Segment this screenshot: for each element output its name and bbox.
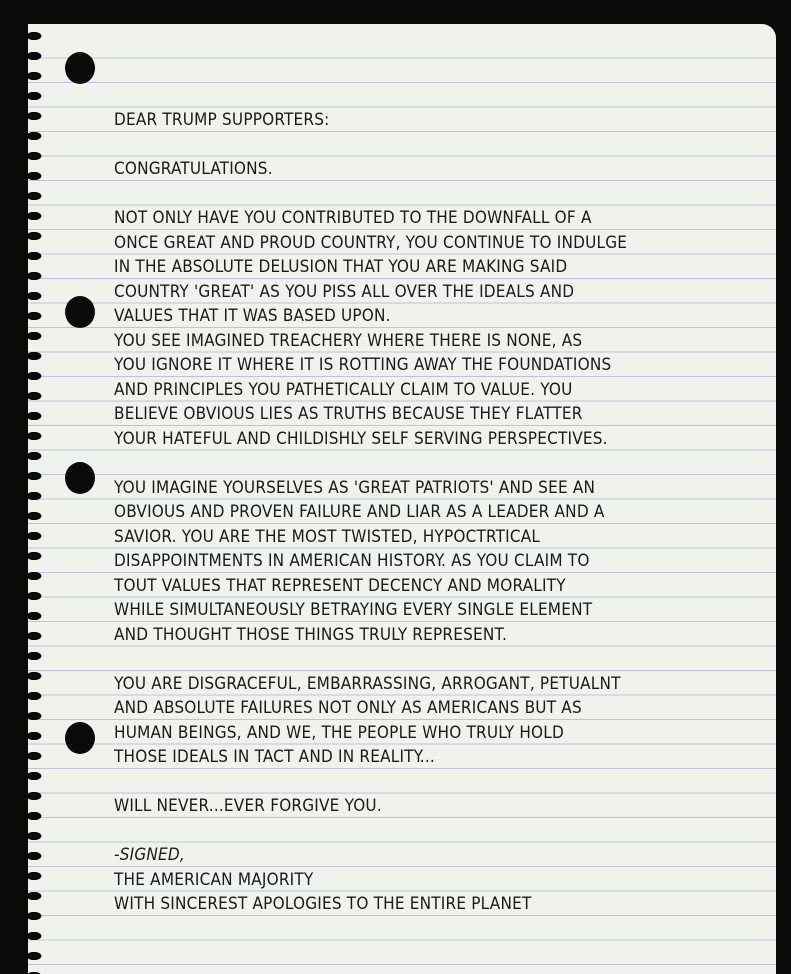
text-line: IN THE ABSOLUTE DELUSION THAT YOU ARE MAKING SAID — [114, 257, 568, 277]
notebook-paper — [20, 24, 776, 974]
postscript: WITH SINCEREST APOLOGIES TO THE ENTIRE PLANET — [114, 894, 532, 914]
text-line: AND ABSOLUTE FAILURES NOT ONLY AS AMERICANS BUT AS — [114, 698, 582, 718]
text-line: THOSE IDEALS IN TACT AND IN REALITY... — [114, 747, 435, 767]
punch-hole — [65, 462, 95, 494]
paragraph-3 — [114, 672, 769, 770]
punch-hole — [65, 722, 95, 754]
text-line: AND THOUGHT THOSE THINGS TRULY REPRESENT. — [114, 624, 508, 645]
paragraph-1 — [114, 206, 769, 451]
closing-line: WILL NEVER...EVER FORGIVE YOU. — [114, 796, 382, 816]
letter-body — [114, 108, 769, 917]
text-line: VALUES THAT IT WAS BASED UPON. — [114, 306, 391, 326]
text-line: ONCE GREAT AND PROUD COUNTRY, YOU CONTINUE TO INDULGE — [114, 232, 628, 253]
text-line: YOUR HATEFUL AND CHILDISHLY SELF SERVING PERSPECTIVES. — [114, 428, 608, 449]
spiral-tear-marks — [20, 24, 60, 974]
text-line: YOU IMAGINE YOURSELVES AS 'GREAT PATRIOTS' AND SEE AN — [114, 477, 596, 498]
signature: THE AMERICAN MAJORITY — [114, 869, 314, 890]
text-line: SAVIOR. YOU ARE THE MOST TWISTED, HYPOCTRTICAL — [114, 526, 541, 547]
text-line: YOU ARE DISGRACEFUL, EMBARRASSING, ARROGANT, PETUALNT — [114, 673, 621, 694]
text-line: NOT ONLY HAVE YOU CONTRIBUTED TO THE DOWNFALL OF A — [114, 208, 592, 228]
text-line: OBVIOUS AND PROVEN FAILURE AND LIAR AS A LEADER AND A — [114, 502, 605, 522]
text-line: AND PRINCIPLES YOU PATHETICALLY CLAIM TO VALUE. YOU — [114, 379, 573, 400]
text-line: YOU SEE IMAGINED TREACHERY WHERE THERE IS NONE, AS — [114, 330, 583, 351]
text-line: WHILE SIMULTANEOUSLY BETRAYING EVERY SINGLE ELEMENT — [114, 600, 593, 620]
salutation: DEAR TRUMP SUPPORTERS: — [114, 110, 330, 130]
signed-label: -SIGNED, — [114, 845, 185, 865]
text-line: HUMAN BEINGS, AND WE, THE PEOPLE WHO TRULY HOLD — [114, 722, 564, 743]
text-line: BELIEVE OBVIOUS LIES AS TRUTHS BECAUSE THEY FLATTER — [114, 404, 583, 424]
text-line: COUNTRY 'GREAT' AS YOU PISS ALL OVER THE IDEALS AND — [114, 281, 575, 302]
punch-hole — [65, 52, 95, 84]
congratulations-line: CONGRATULATIONS. — [114, 159, 273, 179]
text-line: DISAPPOINTMENTS IN AMERICAN HISTORY. AS YOU CLAIM TO — [114, 551, 590, 571]
paragraph-2 — [114, 476, 769, 648]
punch-hole — [65, 296, 95, 328]
text-line: YOU IGNORE IT WHERE IT IS ROTTING AWAY THE FOUNDATIONS — [114, 355, 612, 375]
text-line: TOUT VALUES THAT REPRESENT DECENCY AND MORALITY — [114, 575, 566, 596]
